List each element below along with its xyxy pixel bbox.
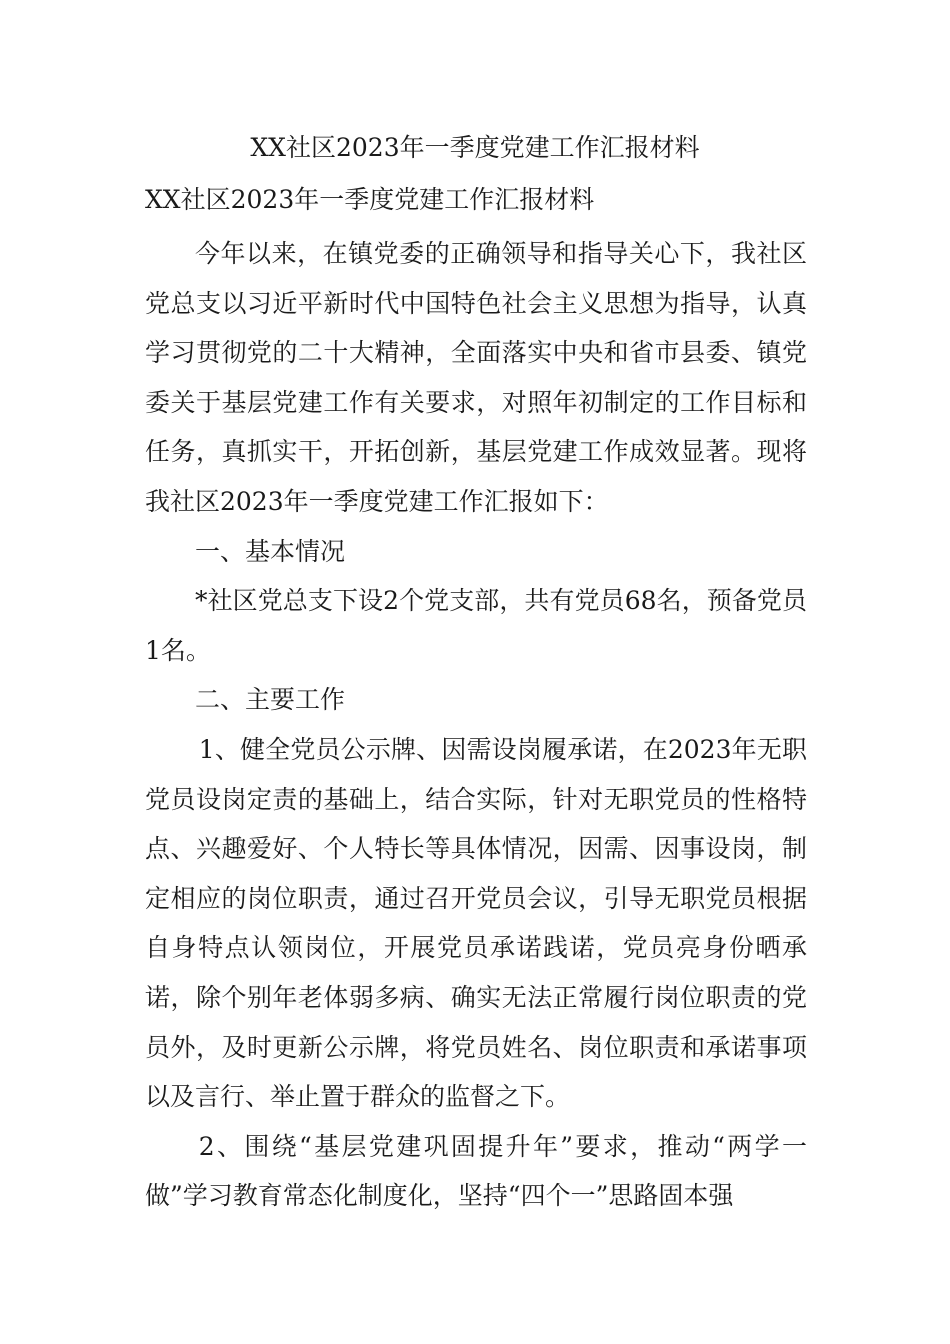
document-title: XX社区2023年一季度党建工作汇报材料 (250, 133, 700, 162)
paragraph-work-item-1: 1、健全党员公示牌、因需设岗履承诺，在2023年无职党员设岗定责的基础上，结合实际，针对无职党员的性格特点、兴趣爱好、个人特长等具体情况，因需、因事设岗，制定相应的岗位职责，通过召开党员会议，引导无职党员根据自身特点认领岗位，开展党员承诺践诺，党员亮身份晒承诺，除个别年老体弱多病、确实无法正常履行岗位职责的党员外，及时更新公示牌，将党员姓名、岗位职责和承诺事项以及言行、举止置于群众的监督之下。 (145, 734, 807, 1112)
section-heading-main-work: 二、主要工作 (195, 685, 346, 715)
paragraph-basic-situation: *社区党总支下设2个党支部，共有党员68名，预备党员1名。 (145, 586, 807, 665)
paragraph-work-item-2: 2、围绕“基层党建巩固提升年”要求，推动“两学一做”学习教育常态化制度化，坚持“四个一”思路固本强 (145, 1131, 807, 1211)
paragraph-intro: 今年以来，在镇党委的正确领导和指导关心下，我社区党总支以习近平新时代中国特色社会主义思想为指导，认真学习贯彻党的二十大精神，全面落实中央和省市县委、镇党委关于基层党建工作有关要求，对照年初制定的工作目标和任务，真抓实干，开拓创新，基层党建工作成效显著。现将我社区2023年一季度党建工作汇报如下： (145, 239, 807, 516)
section-heading-basic-situation: 一、基本情况 (195, 536, 346, 566)
document-body (145, 229, 807, 1221)
document-subtitle: XX社区2023年一季度党建工作汇报材料 (145, 185, 595, 214)
